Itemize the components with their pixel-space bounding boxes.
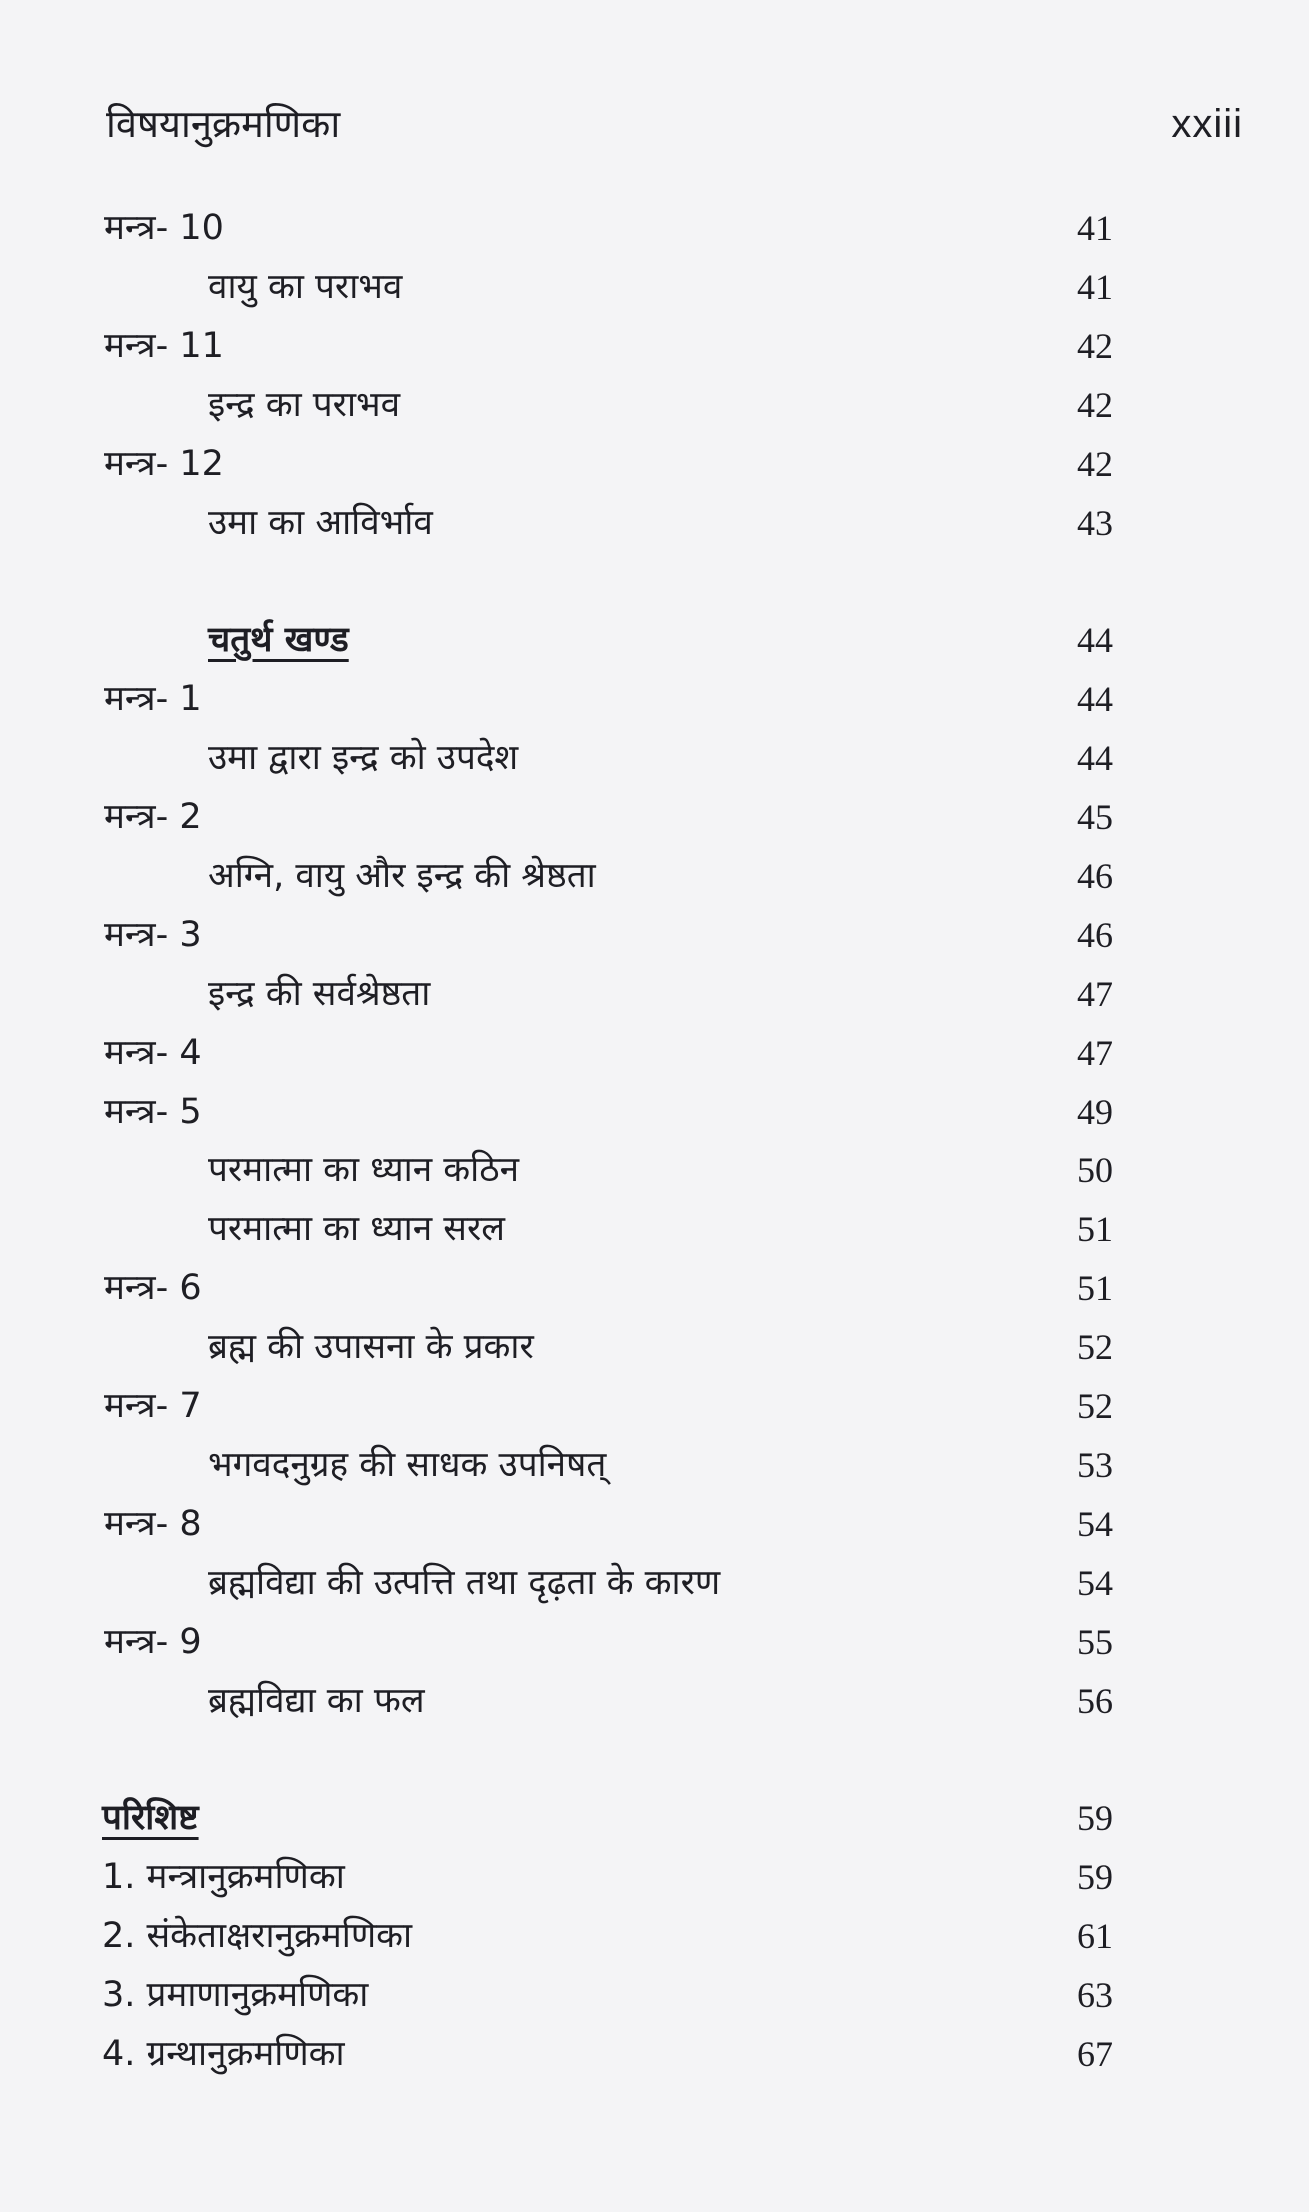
- toc-entry-page-number: 56: [1077, 1680, 1113, 1721]
- toc-entry-page-number: 47: [1077, 973, 1113, 1014]
- toc-entry: [0, 907, 1309, 963]
- toc-entry-page-number: 49: [1077, 1091, 1113, 1132]
- toc-entry-page-number: 42: [1077, 325, 1113, 366]
- toc-entry: [0, 1849, 1309, 1905]
- toc-entry-mantra-label: मन्त्र- 9: [104, 1621, 202, 1662]
- toc-entry: [0, 1496, 1309, 1552]
- toc-entry: [0, 1201, 1309, 1257]
- toc-entry: [0, 1555, 1309, 1611]
- toc-entry-page-number: 45: [1077, 797, 1113, 837]
- toc-entry-mantra-label: मन्त्र- 2: [104, 797, 202, 837]
- toc-entry: [0, 730, 1309, 786]
- toc-entry-page-number: 52: [1077, 1327, 1113, 1368]
- toc-entry-topic-label: वायु का पराभव: [208, 266, 403, 307]
- toc-entry-page-number: 42: [1077, 443, 1113, 484]
- toc-entry: [0, 671, 1309, 727]
- toc-entry: [0, 1967, 1309, 2023]
- toc-entry-topic-label: अग्नि, वायु और इन्द्र की श्रेष्ठता: [208, 855, 596, 896]
- toc-entry-page-number: 44: [1077, 679, 1113, 720]
- toc-entry: [0, 1614, 1309, 1670]
- toc-entry-mantra-label: मन्त्र- 4: [104, 1032, 202, 1073]
- toc-entry: [0, 966, 1309, 1022]
- toc-entry-topic-label: उमा का आविर्भाव: [208, 502, 433, 543]
- toc-entry: [0, 789, 1309, 845]
- toc-entry-page-number: 44: [1077, 738, 1113, 779]
- toc-entry-page-number: 52: [1077, 1386, 1113, 1426]
- toc-entry-topic-label: इन्द्र का पराभव: [208, 384, 401, 425]
- toc-entry-mantra-label: मन्त्र- 3: [104, 914, 202, 955]
- toc-entry-numbered-label: 2. संकेताक्षरानुक्रमणिका: [102, 1916, 413, 1957]
- running-header-title: विषयानुक्रमणिका: [106, 102, 341, 146]
- toc-entry-page-number: 41: [1077, 266, 1113, 307]
- toc-entry-page-number: 44: [1077, 620, 1113, 661]
- toc-entry: [0, 495, 1309, 551]
- toc-entry: [0, 1790, 1309, 1846]
- toc-entry-page-number: 43: [1077, 502, 1113, 543]
- toc-entry-page-number: 46: [1077, 855, 1113, 896]
- toc-entry-mantra-label: मन्त्र- 11: [104, 325, 224, 366]
- toc-entry-topic-label: ब्रह्म की उपासना के प्रकार: [208, 1327, 534, 1368]
- toc-entry: [0, 377, 1309, 433]
- toc-entry: [0, 612, 1309, 668]
- toc-entry: [0, 2026, 1309, 2082]
- toc-entry-mantra-label: मन्त्र- 1: [104, 679, 202, 720]
- toc-entry-topic-label: भगवदनुग्रह की साधक उपनिषत्: [208, 1444, 607, 1485]
- toc-entry: [0, 1084, 1309, 1140]
- toc-entry-numbered-label: 1. मन्त्रानुक्रमणिका: [102, 1857, 345, 1898]
- toc-entry: [0, 436, 1309, 492]
- toc-entry-page-number: 50: [1077, 1150, 1113, 1191]
- toc-entry: [0, 1142, 1309, 1198]
- toc-entry: [0, 259, 1309, 315]
- toc-entry-page-number: 63: [1077, 1975, 1113, 2015]
- toc-entry: [0, 200, 1309, 256]
- toc-entry-page-number: 59: [1077, 1798, 1113, 1839]
- toc-entry-page-number: 67: [1077, 2033, 1113, 2074]
- toc-entry-mantra-label: मन्त्र- 6: [104, 1268, 202, 1309]
- toc-entry-page-number: 59: [1077, 1857, 1113, 1898]
- toc-entry: [0, 1025, 1309, 1081]
- toc-entry-page-number: 54: [1077, 1562, 1113, 1603]
- toc-entry-numbered-label: 3. प्रमाणानुक्रमणिका: [102, 1975, 369, 2015]
- toc-entry: [0, 1908, 1309, 1964]
- toc-entry-topic-label: ब्रह्मविद्या का फल: [208, 1680, 425, 1721]
- toc-entry-page-number: 54: [1077, 1503, 1113, 1544]
- page-number: xxiii: [1171, 102, 1243, 146]
- toc-entry-mantra-label: मन्त्र- 7: [104, 1386, 202, 1426]
- toc-entry: [0, 1437, 1309, 1493]
- toc-entry-appendix-label: परिशिष्ट: [102, 1798, 199, 1839]
- toc-entry-page-number: 55: [1077, 1621, 1113, 1662]
- toc-entry-page-number: 51: [1077, 1209, 1113, 1250]
- toc-entry-page-number: 47: [1077, 1032, 1113, 1073]
- toc-entry-page-number: 51: [1077, 1268, 1113, 1309]
- toc-entry-page-number: 46: [1077, 914, 1113, 955]
- toc-entry-topic-label: उमा द्वारा इन्द्र को उपदेश: [208, 738, 519, 779]
- toc-entry: [0, 1673, 1309, 1729]
- toc-entry: [0, 1260, 1309, 1316]
- toc-entry-topic-label: इन्द्र की सर्वश्रेष्ठता: [208, 973, 431, 1014]
- toc-entry-topic-label: ब्रह्मविद्या की उत्पत्ति तथा दृढ़ता के कारण: [208, 1562, 721, 1603]
- toc-entry-mantra-label: मन्त्र- 5: [104, 1091, 202, 1132]
- toc-entry-mantra-label: मन्त्र- 12: [104, 443, 224, 484]
- toc-entry-topic-label: परमात्मा का ध्यान कठिन: [208, 1150, 519, 1191]
- toc-entry-section-label: चतुर्थ खण्ड: [208, 620, 349, 661]
- toc-entry-mantra-label: मन्त्र- 10: [104, 208, 224, 248]
- toc-entry: [0, 318, 1309, 374]
- toc-entry: [0, 1378, 1309, 1434]
- toc-entry-mantra-label: मन्त्र- 8: [104, 1503, 202, 1544]
- toc-entry: [0, 848, 1309, 904]
- toc-entry-page-number: 53: [1077, 1444, 1113, 1485]
- toc-entry-numbered-label: 4. ग्रन्थानुक्रमणिका: [102, 2033, 345, 2074]
- toc-entry: [0, 1319, 1309, 1375]
- toc-entry-topic-label: परमात्मा का ध्यान सरल: [208, 1209, 505, 1250]
- toc-entry-page-number: 42: [1077, 384, 1113, 425]
- toc-entry-page-number: 41: [1077, 208, 1113, 248]
- toc-entry-page-number: 61: [1077, 1916, 1113, 1957]
